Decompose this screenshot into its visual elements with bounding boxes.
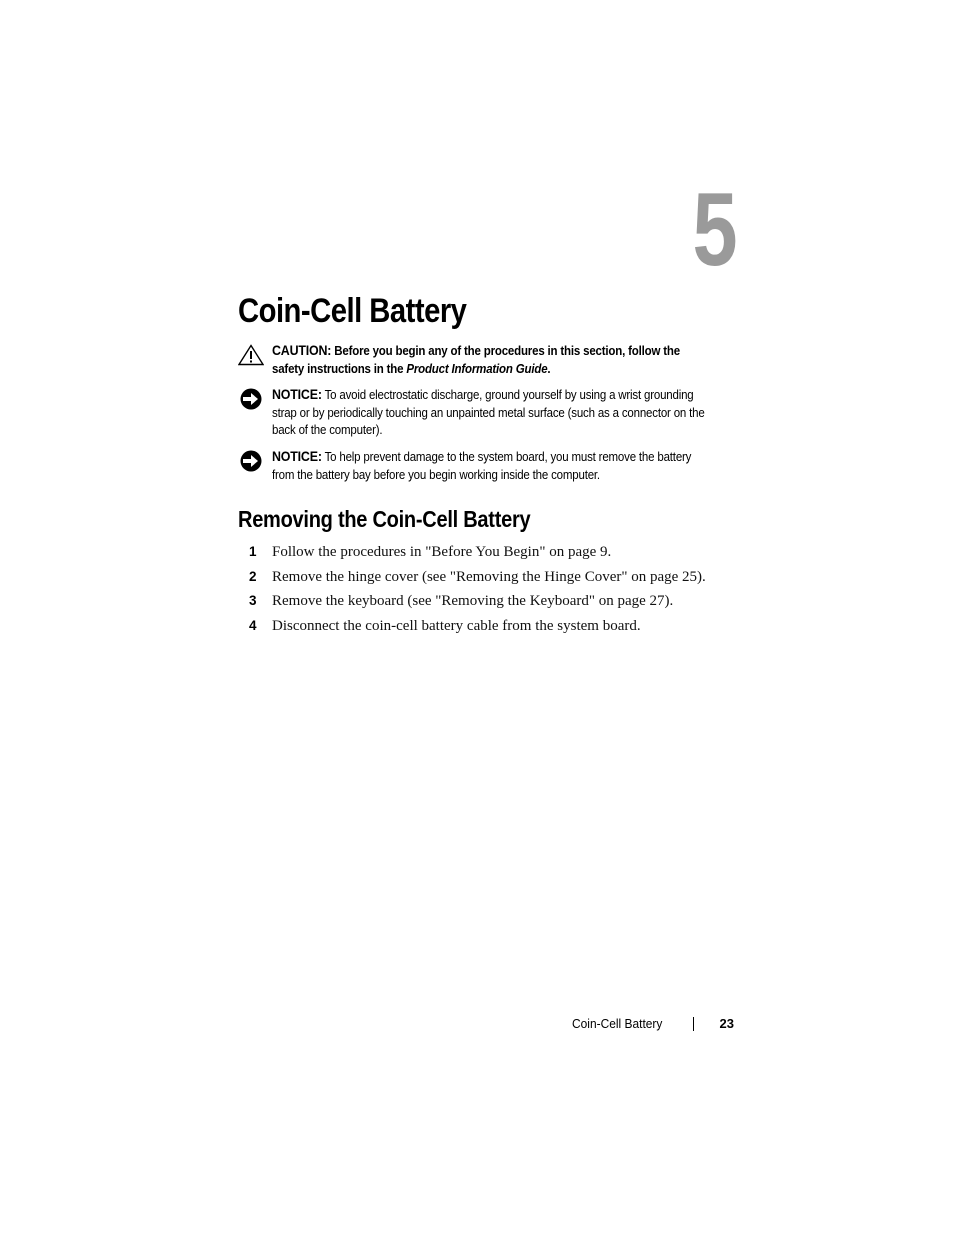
caution-emphasis: Product Information Guide: [406, 361, 548, 376]
step-text: Follow the procedures in "Before You Begin" on page 9.: [272, 544, 612, 560]
step-number: 4: [249, 618, 257, 634]
caution-triangle-icon: [238, 344, 264, 366]
page-number: 23: [719, 1016, 734, 1031]
notice-arrow-icon: [238, 388, 264, 410]
step-text: Remove the keyboard (see "Removing the Keyboard" on page 27).: [272, 593, 674, 610]
notice-label: NOTICE:: [272, 449, 322, 464]
caution-body: Before you begin any of the procedures in this section, follow the safety instructions in the: [272, 344, 680, 376]
list-item: [238, 591, 758, 616]
notice-label: NOTICE:: [272, 387, 322, 402]
list-item: [238, 542, 758, 567]
notice-text: [272, 386, 712, 440]
footer-title: Coin-Cell Battery: [572, 1016, 663, 1031]
procedure-steps: [238, 542, 758, 641]
notice-body: To avoid electrostatic discharge, ground yourself by using a wrist grounding strap or by periodically touching an unpainted metal surface (such as a connector on the back of the computer).: [272, 388, 705, 437]
list-item: [238, 616, 758, 641]
page-footer: [560, 1015, 736, 1035]
list-item: [238, 567, 758, 592]
notice-body: To help prevent damage to the system board, you must remove the battery from the battery bay before you begin working inside the computer.: [272, 450, 692, 482]
step-text: Disconnect the coin-cell battery cable from the system board.: [272, 618, 641, 635]
step-number: 3: [249, 593, 257, 609]
step-number: 2: [249, 568, 257, 584]
footer-divider: [693, 1017, 694, 1031]
step-text: Remove the hinge cover (see "Removing the Hinge Cover" on page 25).: [272, 568, 706, 585]
caution-text: [272, 342, 712, 378]
caution-label: CAUTION:: [272, 343, 332, 358]
notice-text: [272, 448, 712, 484]
notice-arrow-icon: [238, 450, 264, 472]
step-number: 1: [249, 544, 257, 559]
section-title: Removing the Coin-Cell Battery: [238, 506, 531, 532]
chapter-title: Coin-Cell Battery: [238, 292, 467, 330]
chapter-number: 5: [692, 172, 738, 288]
caution-end: .: [547, 361, 551, 376]
